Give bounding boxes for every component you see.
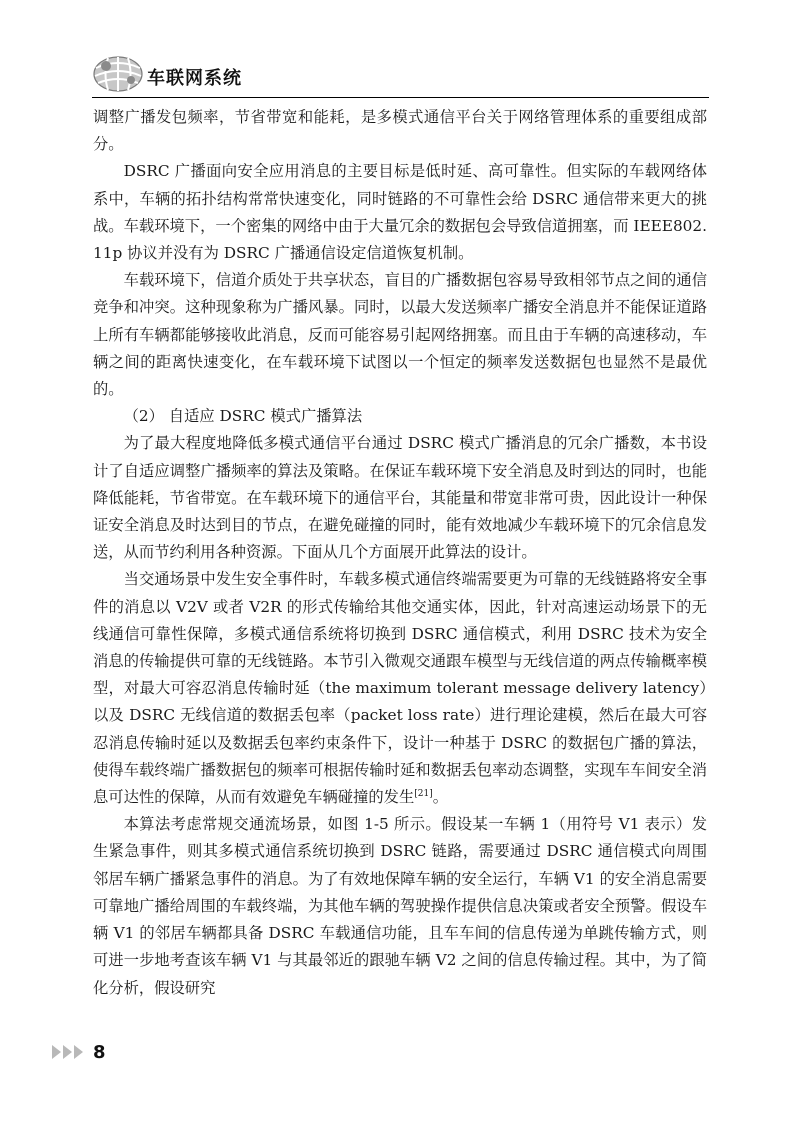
section-heading: （2） 自适应 DSRC 模式广播算法 bbox=[123, 407, 363, 426]
paragraph-2: DSRC 广播面向安全应用消息的主要目标是低时延、高可靠性。但实际的车载网络体系中，车辆的拓扑结构常常快速变化，同时链路的不可靠性会给 DSRC 通信带来更大的挑战。车载环境下，一个密集的网络中由于大量冗余的数据包会导致信道拥塞，而 IEEE802. 11p 协议并没有为 DSRC 广播通信设定信道恢复机制。 bbox=[93, 162, 707, 263]
arrow-icon bbox=[63, 1045, 72, 1059]
page-footer bbox=[52, 1040, 106, 1064]
paragraph-4: 为了最大程度地降低多模式通信平台通过 DSRC 模式广播消息的冗余广播数，本书设计了自适应调整广播频率的算法及策略。在保证车载环境下安全消息及时到达的同时，也能降低能耗，节省带宽。在车载环境下的通信平台，其能量和带宽非常可贵，因此设计一种保证安全消息及时达到目的节点，在避免碰撞的同时，能有效地减少车载环境下的冗余信息发送，从而节约利用各种资源。下面从几个方面展开此算法的设计。 bbox=[93, 434, 707, 562]
arrow-icon bbox=[74, 1045, 83, 1059]
book-title: 车联网系统 bbox=[147, 68, 242, 89]
paragraph-6: 本算法考虑常规交通流场景，如图 1-5 所示。假设某一车辆 1（用符号 V1 表示）发生紧急事件，则其多模式通信系统切换到 DSRC 链路，需要通过 DSRC 通信模式向周围邻居车辆广播紧急事件的消息。为了有效地保障车辆的安全运行，车辆 V1 的安全消息需要可靠地广播给周围的车载终端，为其他车辆的驾驶操作提供信息决策或者安全预警。假设车辆 V1 的邻居车辆都具备 DSRC 车载通信功能，且车车间的信息传递为单跳传输方式，则可进一步地考查该车辆 V1 与其最邻近的跟驰车辆 V2 之间的信息传输过程。其中，为了简化分析，假设研究 bbox=[93, 815, 707, 997]
body-text bbox=[93, 104, 707, 1002]
paragraph-5 bbox=[93, 566, 707, 811]
paragraph-5-text: 当交通场景中发生安全事件时，车载多模式通信终端需要更为可靠的无线链路将安全事件的消息以 V2V 或者 V2R 的形式传输给其他交通实体，因此，针对高速运动场景下的无线通信可靠性保障，多模式通信系统将切换到 DSRC 通信模式，利用 DSRC 技术为安全消息的传输提供可靠的无线链路。本节引入微观交通跟车模型与无线信道的两点传输概率模型，对最大可容忍消息传输时延（the maximum tolerant message delivery latency）以及 DSRC 无线信道的数据丢包率（packet loss rate）进行理论建模，然后在最大可容忍消息传输时延以及数据丢包率约束条件下，设计一种基于 DSRC 的数据包广播的算法，使得车载终端广播数据包的频率可根据传输时延和数据丢包率动态调整，实现车车间安全消息可达性的保障，从而有效避免车辆碰撞的发生 bbox=[93, 570, 707, 807]
citation-ref: [21] bbox=[414, 788, 433, 799]
header-rule bbox=[92, 97, 709, 98]
paragraph-1: 调整广播发包频率，节省带宽和能耗，是多模式通信平台关于网络管理体系的重要组成部分。 bbox=[93, 108, 707, 154]
arrow-icon bbox=[52, 1045, 61, 1059]
globe-logo-icon bbox=[92, 52, 144, 92]
running-header bbox=[92, 44, 712, 104]
paragraph-3: 车载环境下，信道介质处于共享状态，盲目的广播数据包容易导致相邻节点之间的通信竞争和冲突。这种现象称为广播风暴。同时，以最大发送频率广播安全消息并不能保证道路上所有车辆都能够接收此消息，反而可能容易引起网络拥塞。而且由于车辆的高速移动，车辆之间的距离快速变化，在车载环境下试图以一个恒定的频率发送数据包也显然不是最优的。 bbox=[93, 271, 707, 399]
page-number: 8 bbox=[93, 1041, 106, 1063]
paragraph-5-end: 。 bbox=[432, 788, 449, 807]
